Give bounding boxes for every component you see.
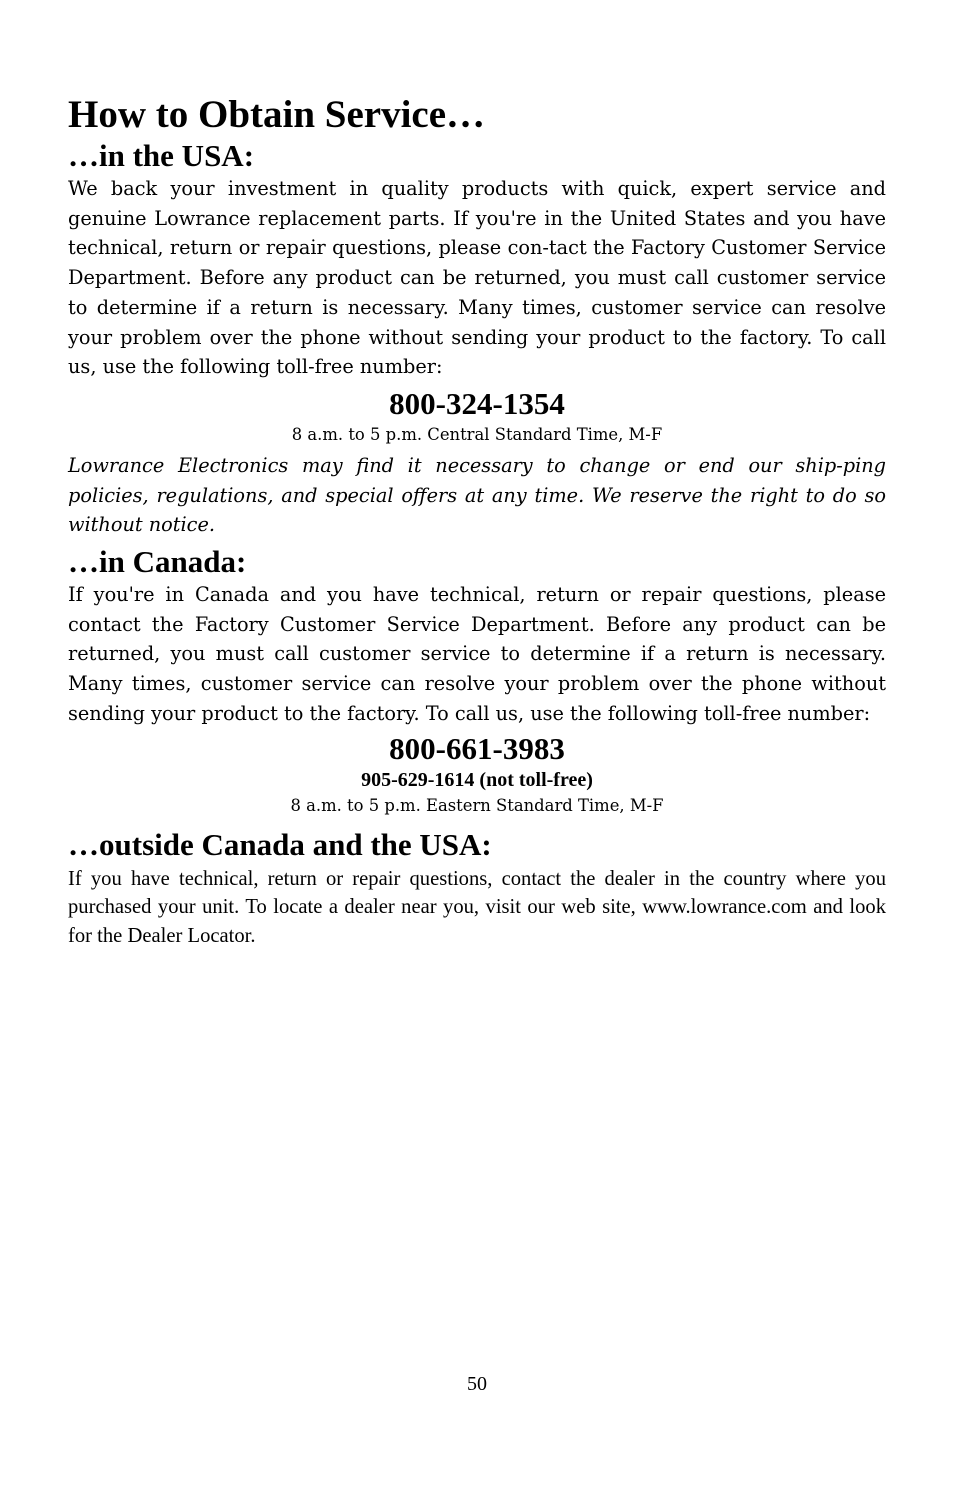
usa-body-text: We back your investment in quality products with quick, expert service and genuine Lowrance replacement parts. If you're in the United States and you have technical, return or repair questions, please con-tact the Factory Customer Service Department. Before any product can be returned, you must call customer service to determine if a return is necessary. Many times, customer service can resolve your problem over the phone without sending your product to the factory. To call us, use the following toll-free number:	[68, 177, 886, 379]
usa-section	[68, 138, 886, 540]
canada-phone-number: 800-661-3983	[389, 730, 565, 766]
usa-notice: Lowrance Electronics may find it necessary to change or end our ship-ping policies, regulations, and special offers at any time. We reserve the right to do so without notice.	[68, 453, 886, 537]
canada-section	[68, 544, 886, 819]
canada-heading: …in Canada:	[68, 544, 247, 580]
usa-phone-number: 800-324-1354	[389, 385, 565, 421]
outside-body-text: If you have technical, return or repair questions, contact the dealer in the country where you purchased your unit. To locate a dealer near you, visit our web site, www.lowrance.com and look for the Dealer Locator.	[68, 867, 886, 947]
page-number: 50	[467, 1373, 487, 1395]
page-content	[68, 92, 886, 950]
outside-heading: …outside Canada and the USA:	[68, 826, 492, 862]
usa-hours: 8 a.m. to 5 p.m. Central Standard Time, M-F	[291, 424, 663, 444]
outside-section	[68, 827, 886, 951]
canada-hours: 8 a.m. to 5 p.m. Eastern Standard Time, M-F	[290, 795, 664, 815]
page-title: How to Obtain Service…	[68, 93, 486, 136]
canada-phone-alt: 905-629-1614 (not toll-free)	[361, 768, 593, 791]
canada-body-text: If you're in Canada and you have technical, return or repair questions, please contact the Factory Customer Service Department. Before any product can be returned, you must call customer service to determine if a return is necessary. Many times, customer service can resolve your problem over the phone without sending your product to the factory. To call us, use the following toll-free number:	[68, 583, 886, 725]
usa-heading: …in the USA:	[68, 138, 255, 173]
